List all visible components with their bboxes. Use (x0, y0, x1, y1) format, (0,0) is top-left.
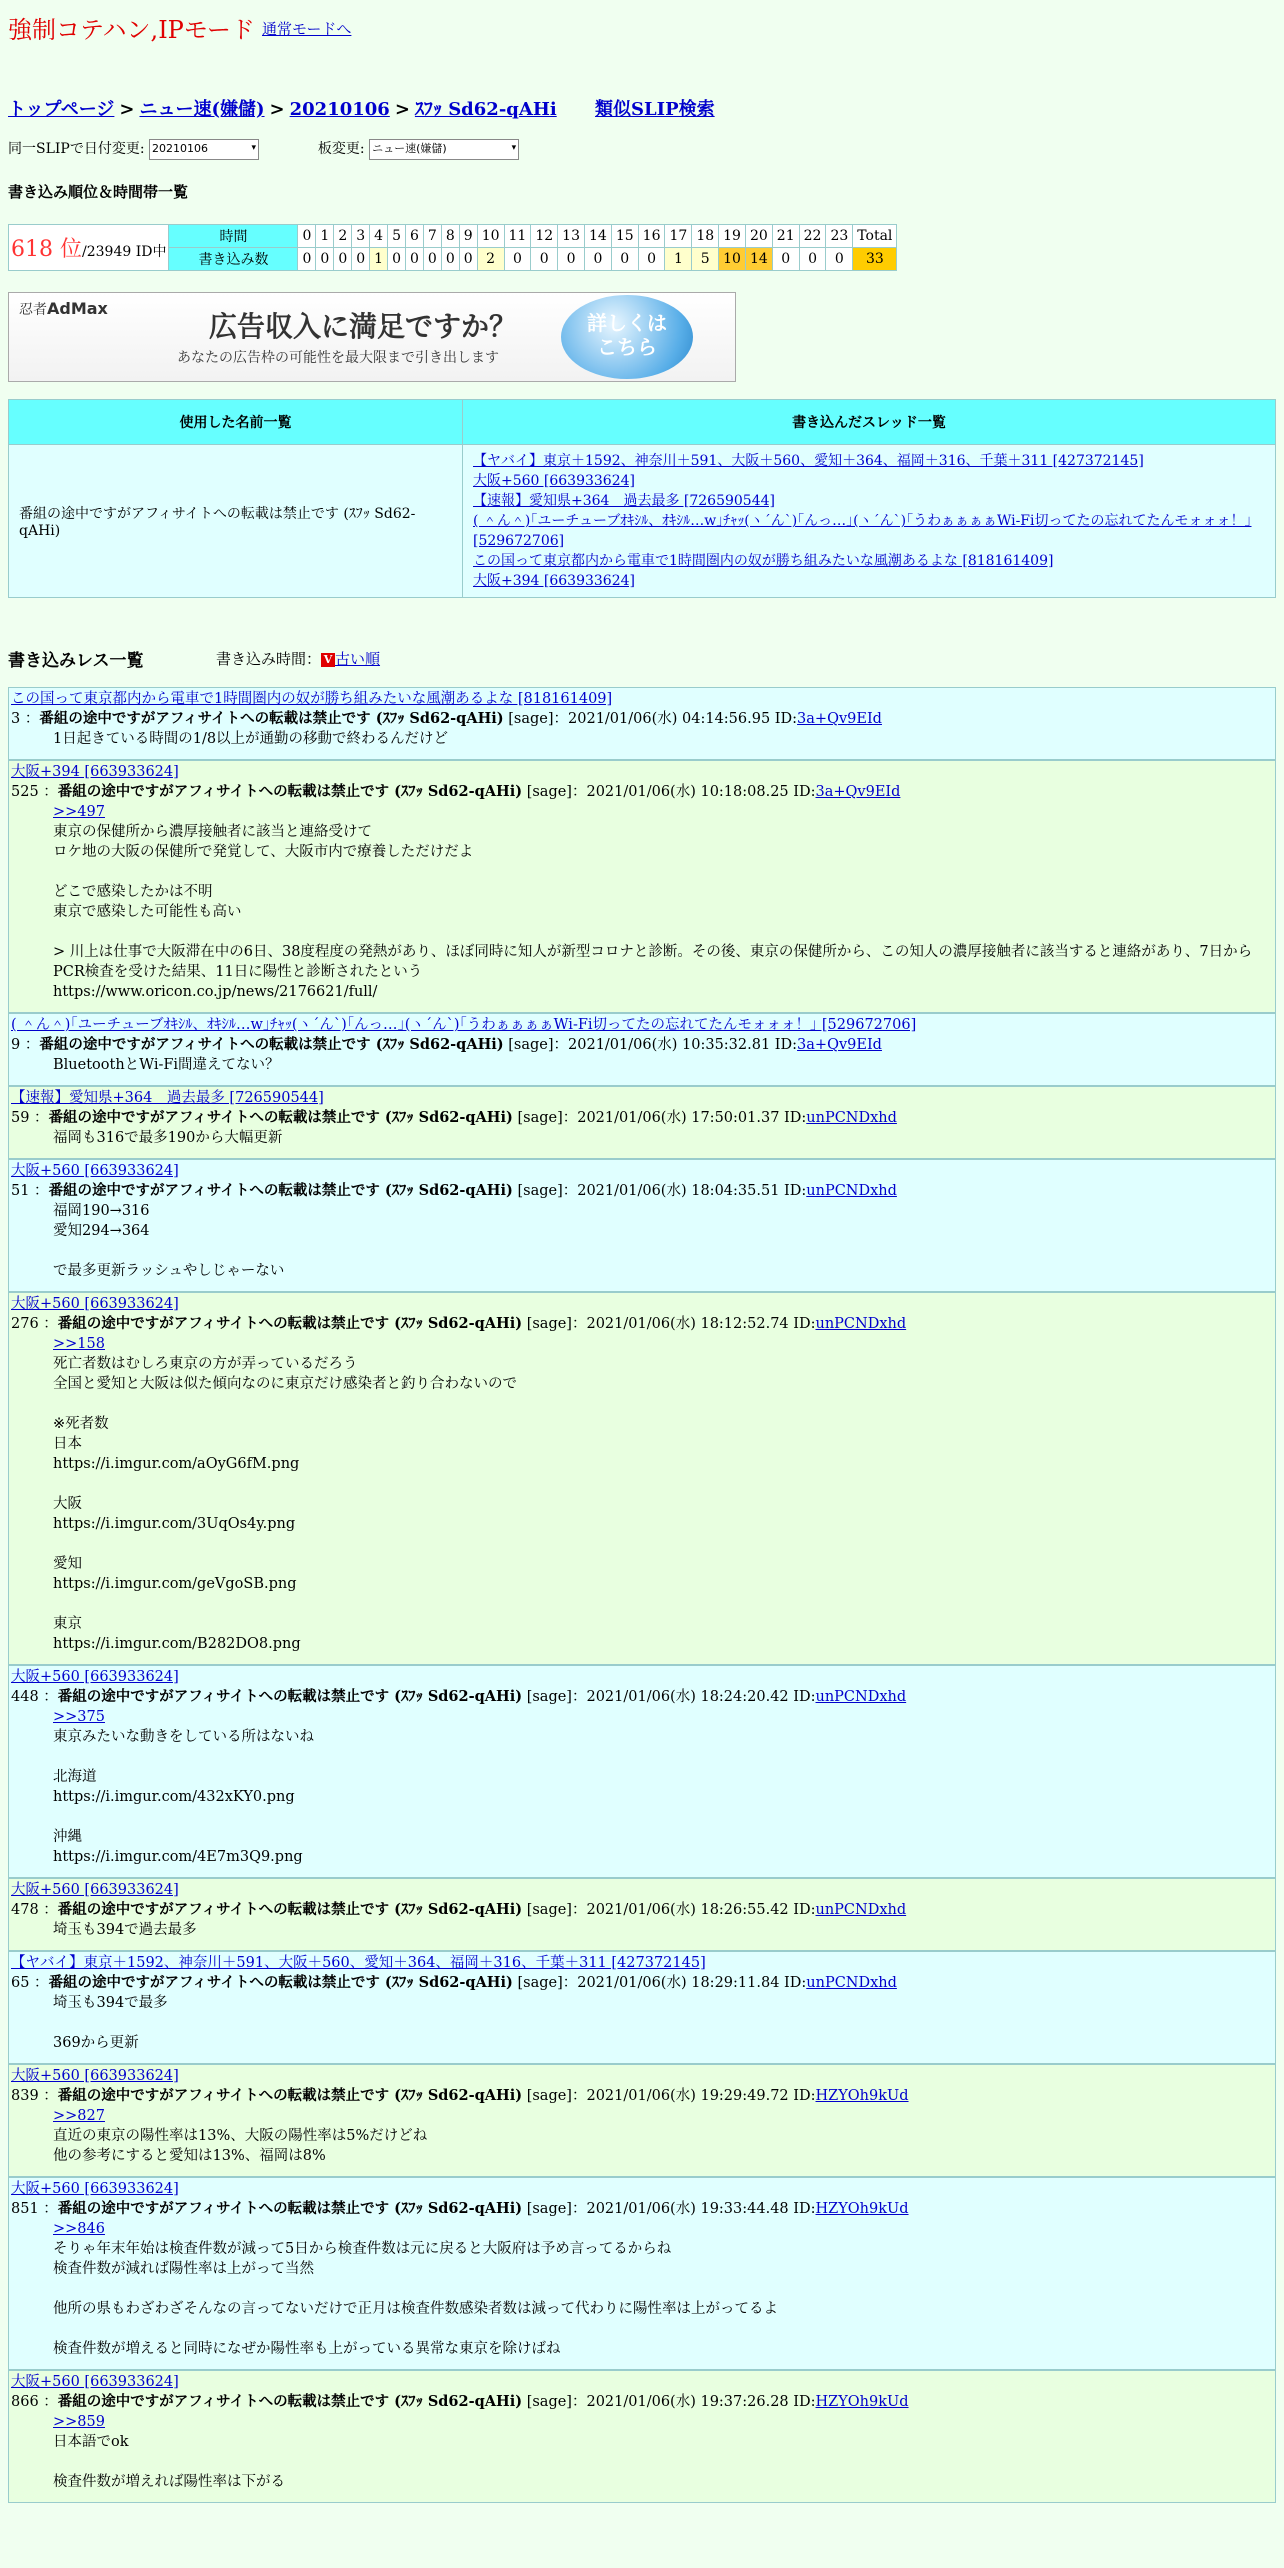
post-thread-link[interactable]: 【速報】愛知県+364 過去最多 [726590544] (11, 1090, 324, 1106)
post-author: 番組の途中ですがアフィサイトへの転載は禁止です (ｽﾌｯ Sd62-qAHi) (57, 1688, 523, 1705)
post-text: 福岡190→316 愛知294→364 で最多更新ラッシュやしじゃーない (53, 1203, 285, 1279)
post (8, 687, 1276, 760)
date-select[interactable] (149, 139, 259, 160)
post-body (53, 1201, 1273, 1281)
count-cell: 10 (719, 248, 746, 271)
posts-section-title: 書き込みレス一覧 (8, 651, 144, 671)
post-id-link[interactable]: HZYOh9kUd (815, 2394, 909, 2410)
count-cell: 0 (423, 248, 441, 271)
hour-cell: 8 (441, 225, 459, 248)
ad-logo (19, 299, 108, 319)
rank-table (8, 224, 897, 271)
post-date: 2021/01/06(水) 18:24:20.42 ID: (586, 1689, 816, 1705)
ad-headline: 広告収入に満足ですか？ (209, 310, 518, 343)
rank-title: 書き込み順位＆時間帯一覧 (8, 183, 189, 201)
post-thread (11, 1667, 1273, 1687)
hour-cell: 18 (692, 225, 719, 248)
sort-oldest-link[interactable]: 古い順 (335, 650, 381, 668)
sort-arrow-icon: V (321, 653, 335, 667)
post-number: 59 (11, 1110, 30, 1126)
post-author: 番組の途中ですがアフィサイトへの転載は禁止です (ｽﾌｯ Sd62-qAHi) (57, 2087, 523, 2104)
post-text: 埼玉も394で最多 369から更新 (53, 1995, 168, 2051)
count-cell: 2 (477, 248, 504, 271)
count-cell: 5 (692, 248, 719, 271)
post-id-link[interactable]: unPCNDxhd (806, 1183, 897, 1199)
post (8, 1665, 1276, 1878)
hour-cell: 21 (772, 225, 799, 248)
post-number: 3 (11, 711, 21, 727)
post-date: 2021/01/06(水) 18:26:55.42 ID: (586, 1902, 816, 1918)
post (8, 2064, 1276, 2177)
names-column-header: 使用した名前一覧 (9, 400, 463, 445)
post-text: 東京の保健所から濃厚接触者に該当と連絡受けて ロケ地の大阪の保健所で発覚して、大阪市内で療養しただけだよ どこで感染したかは不明 東京で感染した可能性も高い > 川上は仕事で大阪滞在中の6日、38度程度の発熱があり、ほぼ同時に知人が新型コロナと診断。その後、東京の保健所から、この知人の濃厚接触者に該当すると連絡があり、7日からPCR検査を受けた結果、11日に陽性と診断されたという https://www.oricon.co.jp/news/2176621/full/ (53, 824, 1253, 1000)
hour-cell: 3 (352, 225, 370, 248)
thread-link[interactable]: 大阪+394 [663933624] (473, 573, 635, 589)
hour-cell: 17 (665, 225, 692, 248)
rank-total-ids: /23949 ID中 (82, 244, 167, 260)
count-cell: 1 (665, 248, 692, 271)
post-text: BluetoothとWi-Fi間違えてない？ (53, 1057, 280, 1073)
hour-cell: 10 (477, 225, 504, 248)
post-author: 番組の途中ですがアフィサイトへの転載は禁止です (ｽﾌｯ Sd62-qAHi) (39, 1036, 504, 1053)
count-cell: 0 (799, 248, 826, 271)
post (8, 2177, 1276, 2370)
post-author: 番組の途中ですがアフィサイトへの転載は禁止です (ｽﾌｯ Sd62-qAHi) (57, 2200, 523, 2217)
ad-banner[interactable] (8, 292, 736, 382)
post-author: 番組の途中ですがアフィサイトへの転載は禁止です (ｽﾌｯ Sd62-qAHi) (57, 1901, 523, 1918)
time-label: 時間 (169, 225, 298, 248)
hour-cell: 1 (316, 225, 334, 248)
post-body (53, 1128, 1273, 1148)
post-author: 番組の途中ですがアフィサイトへの転載は禁止です (ｽﾌｯ Sd62-qAHi) (57, 1315, 523, 1332)
hour-cell: 23 (826, 225, 853, 248)
post-author: 番組の途中ですがアフィサイトへの転載は禁止です (ｽﾌｯ Sd62-qAHi) (48, 1109, 513, 1126)
post-date: 2021/01/06(水) 18:29:11.84 ID: (577, 1975, 807, 1991)
post-body (53, 802, 1273, 1002)
post-body (53, 1707, 1273, 1867)
selector-row (8, 138, 519, 160)
post-number: 851 (11, 2201, 39, 2217)
count-cell: 0 (352, 248, 370, 271)
hour-cell: 19 (719, 225, 746, 248)
breadcrumb-current: ｽﾌｯ Sd62-qAHi (414, 99, 557, 120)
post-date: 2021/01/06(水) 10:18:08.25 ID: (586, 784, 816, 800)
post-thread-link[interactable]: ( ＾ん＾)｢ユーチューブｵｷｼﾙ、ｵｷｼﾙ…w｣ﾁｬｯ(ヽ´ん`)｢んっ…｣(ヽ´ん`)｢うわぁぁぁぁWi-Fi切ってたの忘れてたんモォォォ！｣ [529672706] (11, 1017, 917, 1033)
count-label: 書き込み数 (169, 248, 298, 271)
post-mail: [sage] (517, 1975, 563, 1991)
post-thread (11, 762, 1273, 782)
count-cell: 0 (388, 248, 406, 271)
post-body (53, 729, 1273, 749)
hour-cell: 16 (638, 225, 665, 248)
post-meta: 851 ：番組の途中ですがアフィサイトへの転載は禁止です (ｽﾌｯ Sd62-qAHi) [sage]：2021/01/06(水) 19:33:44.48 ID:HZYOh9kUd (11, 2200, 909, 2217)
post-thread (11, 1294, 1273, 1314)
post-text: 1日起きている時間の1/8以上が通勤の移動で終わるんだけど (53, 731, 449, 747)
hour-cell: 12 (531, 225, 558, 248)
thread-link[interactable]: 大阪+560 [663933624] (473, 473, 635, 489)
post-text: 日本語でok 検査件数が増えれば陽性率は下がる (53, 2434, 285, 2490)
post-id-link[interactable]: 3a+Qv9EId (797, 1037, 882, 1053)
count-cell: 0 (611, 248, 638, 271)
post-reply-link[interactable]: >>375 (53, 1709, 105, 1725)
post (8, 1013, 1276, 1086)
sort-order-label: 書き込み時間： (216, 650, 322, 668)
post-author: 番組の途中ですがアフィサイトへの転載は禁止です (ｽﾌｯ Sd62-qAHi) (57, 2393, 523, 2410)
post-date: 2021/01/06(水) 04:14:56.95 ID: (568, 711, 798, 727)
post-reply-link[interactable]: >>846 (53, 2221, 105, 2237)
board-select-label: 板変更: (317, 141, 365, 157)
post-mail: [sage] (517, 1183, 563, 1199)
post-date: 2021/01/06(水) 18:12:52.74 ID: (586, 1316, 816, 1332)
post-thread (11, 689, 1273, 709)
count-cell: 0 (316, 248, 334, 271)
post-number: 839 (11, 2088, 39, 2104)
post-thread-link[interactable]: 【ヤバイ】東京＋1592、神奈川＋591、大阪＋560、愛知＋364、福岡＋316、千葉＋311 [427372145] (11, 1955, 706, 1971)
post (8, 2370, 1276, 2503)
hour-cell: 9 (459, 225, 477, 248)
post-body (53, 1055, 1273, 1075)
thread-list (463, 445, 1276, 598)
post-text: 福岡も316で最多190から大幅更新 (53, 1130, 283, 1146)
rank-position: 618 位 (11, 237, 82, 262)
hour-cell: 6 (406, 225, 424, 248)
post-thread (11, 1880, 1273, 1900)
count-cell: 0 (334, 248, 352, 271)
hour-cell: 13 (558, 225, 585, 248)
thread-link[interactable]: ( ＾ん＾)｢ユーチューブｵｷｼﾙ、ｵｷｼﾙ…w｣ﾁｬｯ(ヽ´ん`)｢んっ…｣(ヽ´ん`)｢うわぁぁぁぁWi-Fi切ってたの忘れてたんモォォォ！｣ [529672706] (473, 513, 1252, 549)
names-table (8, 399, 1276, 598)
hour-cell: 5 (388, 225, 406, 248)
count-cell: 33 (853, 248, 897, 271)
post-thread (11, 2066, 1273, 2086)
count-cell: 0 (406, 248, 424, 271)
post (8, 1159, 1276, 1292)
post-number: 478 (11, 1902, 39, 1918)
chevron-down-icon: ▾ (251, 142, 257, 153)
post-thread-link[interactable]: 大阪+560 [663933624] (11, 2374, 179, 2390)
chevron-down-icon: ▾ (511, 142, 517, 153)
post-author: 番組の途中ですがアフィサイトへの転載は禁止です (ｽﾌｯ Sd62-qAHi) (57, 783, 523, 800)
post-mail: [sage] (526, 1316, 572, 1332)
post-thread-link[interactable]: 大阪+560 [663933624] (11, 1669, 179, 1685)
post-date: 2021/01/06(水) 18:04:35.51 ID: (577, 1183, 807, 1199)
post-id-link[interactable]: unPCNDxhd (815, 1316, 907, 1332)
post-thread-link[interactable]: 大阪+560 [663933624] (11, 1882, 179, 1898)
post-id-link[interactable]: 3a+Qv9EId (797, 711, 882, 727)
count-cell: 1 (370, 248, 388, 271)
ad-subtext: あなたの広告枠の可能性を最大限まで引き出します (177, 350, 499, 366)
post (8, 1951, 1276, 2064)
post (8, 1878, 1276, 1951)
post-id-link[interactable]: unPCNDxhd (806, 1110, 897, 1126)
post-meta: 448 ：番組の途中ですがアフィサイトへの転載は禁止です (ｽﾌｯ Sd62-qAHi) [sage]：2021/01/06(水) 18:24:20.42 ID:unPCNDxhd (11, 1688, 907, 1705)
breadcrumb-board-link[interactable]: ニュー速(嫌儲) (139, 99, 265, 120)
hour-cell: 22 (799, 225, 826, 248)
post-mail: [sage] (526, 784, 572, 800)
post-date: 2021/01/06(水) 19:29:49.72 ID: (586, 2088, 816, 2104)
date-select-label: 同一SLIPで日付変更: (8, 141, 145, 157)
thread-link[interactable]: この国って東京都内から電車で1時間圏内の奴が勝ち組みたいな風潮あるよな [818161409] (473, 553, 1054, 569)
post-thread (11, 2372, 1273, 2392)
post-mail: [sage] (517, 1110, 563, 1126)
post-author: 番組の途中ですがアフィサイトへの転載は禁止です (ｽﾌｯ Sd62-qAHi) (48, 1182, 513, 1199)
post-meta: 59 ：番組の途中ですがアフィサイトへの転載は禁止です (ｽﾌｯ Sd62-qAHi) [sage]：2021/01/06(水) 17:50:01.37 ID:unPCNDxhd (11, 1109, 897, 1126)
post-mail: [sage] (526, 1902, 572, 1918)
post-mail: [sage] (508, 711, 554, 727)
post-number: 65 (11, 1975, 30, 1991)
count-cell: 0 (826, 248, 853, 271)
post-mail: [sage] (508, 1037, 554, 1053)
similar-slip-link[interactable]: 類似SLIP検索 (595, 99, 715, 120)
threads-column-header: 書き込んだスレッド一覧 (463, 400, 1276, 445)
hour-cell: 11 (504, 225, 531, 248)
hour-cell: 15 (611, 225, 638, 248)
post-number: 9 (11, 1037, 21, 1053)
post-thread-link[interactable]: 大阪+394 [663933624] (11, 764, 179, 780)
used-name: 番組の途中ですがアフィサイトへの転載は禁止です (ｽﾌｯ Sd62-qAHi) (9, 445, 463, 598)
post-body (53, 1920, 1273, 1940)
count-cell: 0 (558, 248, 585, 271)
date-select-value: 20210106 (152, 141, 209, 155)
sort-order (216, 648, 380, 669)
post-id-link[interactable]: unPCNDxhd (806, 1975, 897, 1991)
post-id-link[interactable]: HZYOh9kUd (815, 2088, 909, 2104)
breadcrumb-date-link[interactable]: 20210106 (289, 99, 390, 120)
post-id-link[interactable]: unPCNDxhd (815, 1902, 907, 1918)
board-select[interactable] (369, 139, 519, 160)
count-cell: 0 (531, 248, 558, 271)
count-cell: 0 (772, 248, 799, 271)
post-number: 276 (11, 1316, 39, 1332)
post-body (53, 1334, 1273, 1654)
post (8, 1086, 1276, 1159)
post-thread (11, 1953, 1273, 1973)
post-date: 2021/01/06(水) 19:37:26.28 ID: (586, 2394, 816, 2410)
post-thread-link[interactable]: 大阪+560 [663933624] (11, 1163, 179, 1179)
post-thread (11, 1161, 1273, 1181)
post-reply-link[interactable]: >>859 (53, 2414, 105, 2430)
post-thread (11, 2179, 1273, 2199)
post-text: そりゃ年末年始は検査件数が減って5日から検査件数は元に戻ると大阪府は予め言ってるからね 検査件数が減れば陽性率は上がって当然 他所の県もわざわざそんなの言ってないだけで正月は検査件数感染者数は減って代わりに陽性率は上がってるよ 検査件数が増えると同時になぜか陽性率も上がっている異常な東京を除けばね (53, 2241, 778, 2357)
post-thread (11, 1088, 1273, 1108)
post-meta: 276 ：番組の途中ですがアフィサイトへの転載は禁止です (ｽﾌｯ Sd62-qAHi) [sage]：2021/01/06(水) 18:12:52.74 ID:unPCNDxhd (11, 1315, 907, 1332)
count-cell: 0 (585, 248, 612, 271)
thread-link[interactable]: 【ヤバイ】東京＋1592、神奈川＋591、大阪＋560、愛知＋364、福岡＋316、千葉＋311 [427372145] (473, 453, 1144, 469)
post-text: 死亡者数はむしろ東京の方が弄っているだろう 全国と愛知と大阪は似た傾向なのに東京だけ感染者と釣り合わないので ※死者数 日本 https://i.imgur.com/aOyG6fM.png 大阪 https://i.imgur.com/3UqOs4y.png 愛知 https://i.imgur.com/geVgoSB.png 東京 https://i.imgur.com/B282DO8.png (53, 1356, 517, 1652)
post-thread-link[interactable]: この国って東京都内から電車で1時間圏内の奴が勝ち組みたいな風潮あるよな [818161409] (11, 691, 613, 707)
post-id-link[interactable]: unPCNDxhd (815, 1689, 907, 1705)
post-number: 448 (11, 1689, 39, 1705)
post-meta: 3 ：番組の途中ですがアフィサイトへの転載は禁止です (ｽﾌｯ Sd62-qAHi) [sage]：2021/01/06(水) 04:14:56.95 ID:3a+Qv9EId (11, 710, 882, 727)
post-date: 2021/01/06(水) 19:33:44.48 ID: (586, 2201, 816, 2217)
post-reply-link[interactable]: >>497 (53, 804, 105, 820)
post-mail: [sage] (526, 2088, 572, 2104)
post-mail: [sage] (526, 1689, 572, 1705)
hour-cell: 20 (745, 225, 772, 248)
page-header (0, 0, 1284, 100)
ad-logo-small: 忍者 (19, 302, 47, 318)
hour-cell: 7 (423, 225, 441, 248)
hour-cell: 0 (298, 225, 316, 248)
post-meta: 866 ：番組の途中ですがアフィサイトへの転載は禁止です (ｽﾌｯ Sd62-qAHi) [sage]：2021/01/06(水) 19:37:26.28 ID:HZYOh9kUd (11, 2393, 909, 2410)
post-id-link[interactable]: 3a+Qv9EId (815, 784, 901, 800)
ad-logo-text: AdMax (47, 299, 108, 318)
post-body (53, 1993, 1273, 2053)
post-thread-link[interactable]: 大阪+560 [663933624] (11, 2181, 179, 2197)
count-cell: 0 (504, 248, 531, 271)
post-body (53, 2219, 1273, 2359)
post-author: 番組の途中ですがアフィサイトへの転載は禁止です (ｽﾌｯ Sd62-qAHi) (39, 710, 504, 727)
rank-cell (9, 225, 169, 271)
post-reply-link[interactable]: >>827 (53, 2108, 105, 2124)
post-text: 埼玉も394で過去最多 (53, 1922, 197, 1938)
post-reply-link[interactable]: >>158 (53, 1336, 105, 1352)
breadcrumb: トップページ > ニュー速(嫌儲) > 20210106 > ｽﾌｯ Sd62-qAHi (8, 99, 557, 120)
post-meta: 51 ：番組の途中ですがアフィサイトへの転載は禁止です (ｽﾌｯ Sd62-qAHi) [sage]：2021/01/06(水) 18:04:35.51 ID:unPCNDxhd (11, 1182, 897, 1199)
hour-cell: 14 (585, 225, 612, 248)
breadcrumb-top-link[interactable]: トップページ (8, 99, 115, 120)
board-select-value: ニュー速(嫌儲) (372, 141, 447, 155)
count-cell: 0 (298, 248, 316, 271)
posts-list (8, 687, 1276, 2503)
count-cell: 0 (441, 248, 459, 271)
post-author: 番組の途中ですがアフィサイトへの転載は禁止です (ｽﾌｯ Sd62-qAHi) (48, 1974, 513, 1991)
post-body (53, 2412, 1273, 2492)
post-meta: 525 ：番組の途中ですがアフィサイトへの転載は禁止です (ｽﾌｯ Sd62-qAHi) [sage]：2021/01/06(水) 10:18:08.25 ID:3a+Qv9EId (11, 783, 901, 800)
hour-cell: 4 (370, 225, 388, 248)
count-cell: 0 (638, 248, 665, 271)
thread-link[interactable]: 【速報】愛知県+364 過去最多 [726590544] (473, 493, 775, 509)
post-meta: 478 ：番組の途中ですがアフィサイトへの転載は禁止です (ｽﾌｯ Sd62-qAHi) [sage]：2021/01/06(水) 18:26:55.42 ID:unPCNDxhd (11, 1901, 907, 1918)
ad-details-button[interactable]: 詳しくは こちら (561, 295, 693, 379)
post-date: 2021/01/06(水) 17:50:01.37 ID: (577, 1110, 807, 1126)
count-cell: 14 (745, 248, 772, 271)
post-mail: [sage] (526, 2201, 572, 2217)
normal-mode-link[interactable]: 通常モードへ (262, 20, 352, 38)
hour-cell: Total (853, 225, 897, 248)
post (8, 760, 1276, 1013)
post-meta: 65 ：番組の途中ですがアフィサイトへの転載は禁止です (ｽﾌｯ Sd62-qAHi) [sage]：2021/01/06(水) 18:29:11.84 ID:unPCNDxhd (11, 1974, 897, 1991)
post-thread-link[interactable]: 大阪+560 [663933624] (11, 2068, 179, 2084)
hour-cell: 2 (334, 225, 352, 248)
post-number: 51 (11, 1183, 30, 1199)
post-text: 東京みたいな動きをしている所はないね 北海道 https://i.imgur.com/432xKY0.png 沖縄 https://i.imgur.com/4E7m3Q9.png (53, 1729, 314, 1865)
post-thread (11, 1015, 1273, 1035)
post (8, 1292, 1276, 1665)
post-text: 直近の東京の陽性率は13%、大阪の陽性率は5%だけどね 他の参考にすると愛知は13%、福岡は8% (53, 2128, 428, 2164)
post-number: 866 (11, 2394, 39, 2410)
post-date: 2021/01/06(水) 10:35:32.81 ID: (568, 1037, 798, 1053)
post-id-link[interactable]: HZYOh9kUd (815, 2201, 909, 2217)
post-number: 525 (11, 784, 39, 800)
mode-title: 強制コテハン,IPモード (8, 16, 255, 44)
post-mail: [sage] (526, 2394, 572, 2410)
post-body (53, 2106, 1273, 2166)
count-cell: 0 (459, 248, 477, 271)
post-meta: 839 ：番組の途中ですがアフィサイトへの転載は禁止です (ｽﾌｯ Sd62-qAHi) [sage]：2021/01/06(水) 19:29:49.72 ID:HZYOh9kUd (11, 2087, 909, 2104)
post-meta: 9 ：番組の途中ですがアフィサイトへの転載は禁止です (ｽﾌｯ Sd62-qAHi) [sage]：2021/01/06(水) 10:35:32.81 ID:3a+Qv9EId (11, 1036, 882, 1053)
post-thread-link[interactable]: 大阪+560 [663933624] (11, 1296, 179, 1312)
